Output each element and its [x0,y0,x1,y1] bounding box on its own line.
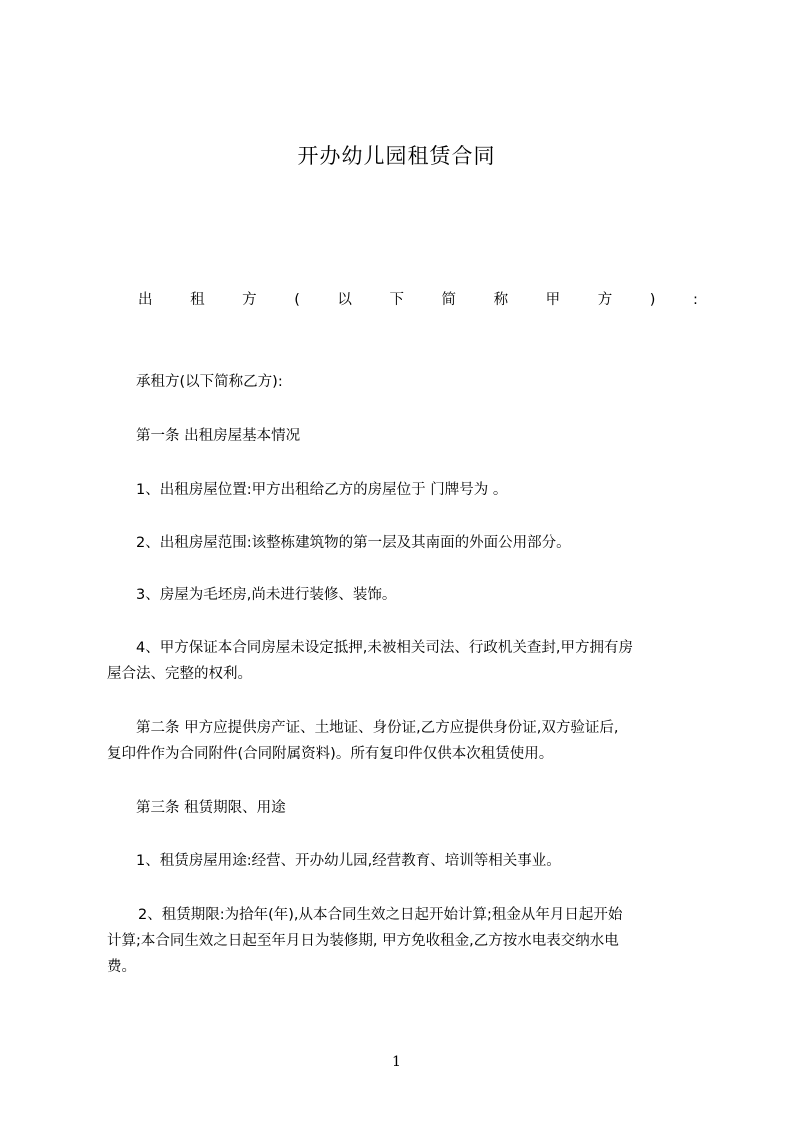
article3-item2-line3: 费。 [107,959,136,975]
lessor-char: 以 [337,292,352,308]
page-number: 1 [392,1054,401,1070]
article3-item2-line1: 2、租赁期限:为拾年(年),从本合同生效之日起开始计算;租金从年月日起开始 [138,907,623,923]
lessor-char: 称 [493,292,509,308]
article1-item1: 1、出租房屋位置:甲方出租给乙方的房屋位于 门牌号为 。 [136,482,508,498]
lessor-char: 方 [242,292,257,308]
article2-line1: 第二条 甲方应提供房产证、土地证、身份证,乙方应提供身份证,双方验证后, [136,720,619,736]
article1-item3: 3、房屋为毛坯房,尚未进行装修、装饰。 [136,587,397,603]
article1-heading: 第一条 出租房屋基本情况 [136,428,301,444]
lessor-char: 出 [138,292,153,308]
lessor-char: ) [649,292,656,308]
lessor-char: 方 [597,292,613,308]
lessor-char: 简 [441,292,457,308]
article3-item2-line2: 计算;本合同生效之日起至年月日为装修期, 甲方免收租金,乙方按水电表交纳水电 [107,933,619,949]
lessor-char: ( [294,292,300,308]
article1-item4-line2: 屋合法、完整的权利。 [107,666,252,682]
article2-line2: 复印件作为合同附件(合同附属资料)。所有复印件仅供本次租赁使用。 [107,746,554,762]
lessor-char: 租 [190,292,205,308]
document-title: 开办幼儿园租赁合同 [297,144,496,168]
lessor-char: 甲 [545,292,561,308]
article3-item1: 1、租赁房屋用途:经营、开办幼儿园,经营教育、培训等相关事业。 [136,853,561,869]
article3-heading: 第三条 租赁期限、用途 [136,800,286,816]
lessee-line: 承租方(以下简称乙方): [136,374,283,390]
article1-item2: 2、出租房屋范围:该整栋建筑物的第一层及其南面的外面公用部分。 [136,535,571,551]
lessor-char: 下 [389,292,404,308]
article1-item4-line1: 4、甲方保证本合同房屋未设定抵押,未被相关司法、行政机关查封,甲方拥有房 [136,640,633,656]
lessor-line [138,288,698,312]
lessor-char: : [693,292,698,308]
